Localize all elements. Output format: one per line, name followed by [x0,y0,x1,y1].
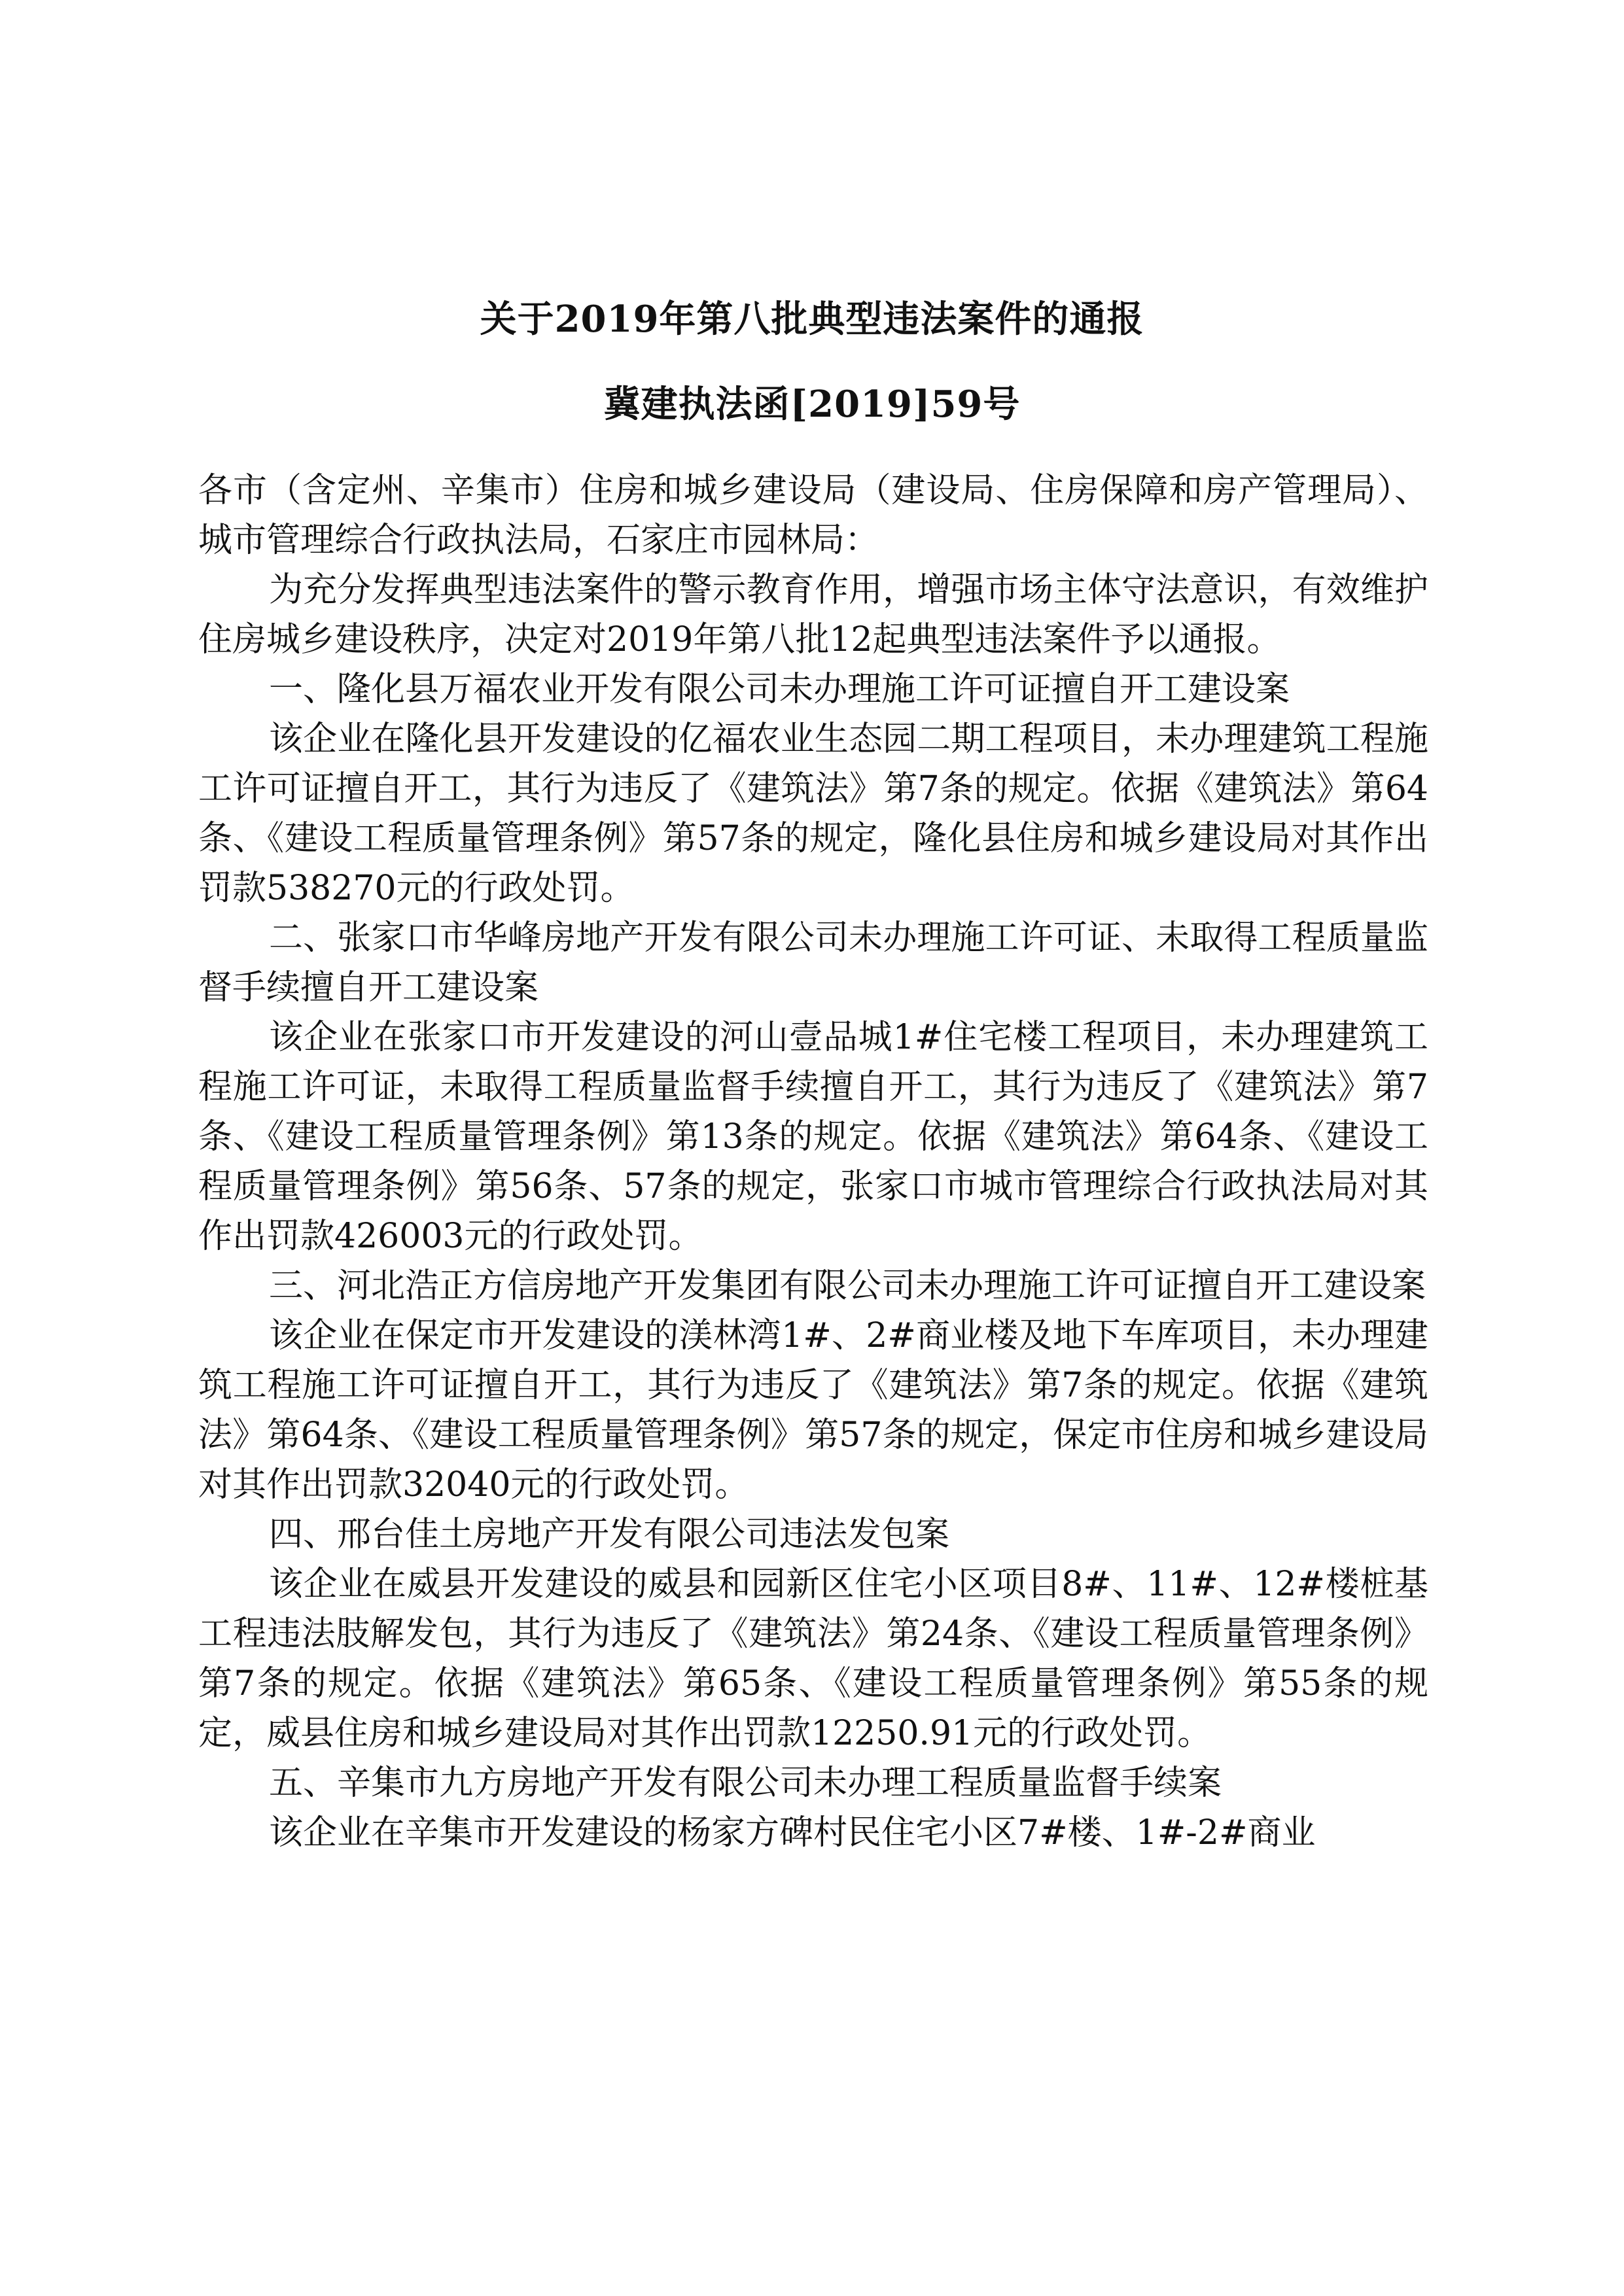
case-5-heading: 五、辛集市九方房地产开发有限公司未办理工程质量监督手续案 [269,1764,1222,1803]
case-5-body: 该企业在辛集市开发建设的杨家方碑村民住宅小区7#楼、1#-2#商业 [269,1813,1316,1852]
document-body [198,466,1428,1858]
case-2-heading: 二、张家口市华峰房地产开发有限公司未办理施工许可证、未取得工程质量监督手续擅自开工建设案 [198,918,1428,1007]
case-3-body: 该企业在保定市开发建设的渼林湾1#、2#商业楼及地下车库项目，未办理建筑工程施工许可证擅自开工，其行为违反了《建筑法》第7条的规定。依据《建筑法》第64条、《建设工程质量管理条例》第57条的规定，保定市住房和城乡建设局对其作出罚款32040元的行政处罚。 [198,1316,1428,1505]
case-3-heading: 三、河北浩正方信房地产开发集团有限公司未办理施工许可证擅自开工建设案 [269,1266,1426,1306]
case-1-heading: 一、隆化县万福农业开发有限公司未办理施工许可证擅自开工建设案 [269,670,1290,709]
addressee-paragraph: 各市（含定州、辛集市）住房和城乡建设局（建设局、住房保障和房产管理局）、城市管理综合行政执法局，石家庄市园林局： [198,471,1428,560]
case-1-body: 该企业在隆化县开发建设的亿福农业生态园二期工程项目，未办理建筑工程施工许可证擅自开工，其行为违反了《建筑法》第7条的规定。依据《建筑法》第64条、《建设工程质量管理条例》第57条的规定，隆化县住房和城乡建设局对其作出罚款538270元的行政处罚。 [198,720,1428,908]
intro-paragraph: 为充分发挥典型违法案件的警示教育作用，增强市场主体守法意识，有效维护住房城乡建设秩序，决定对2019年第八批12起典型违法案件予以通报。 [198,570,1428,659]
case-4-body: 该企业在威县开发建设的威县和园新区住宅小区项目8#、11#、12#楼桩基工程违法肢解发包，其行为违反了《建筑法》第24条、《建设工程质量管理条例》第7条的规定。依据《建筑法》第65条、《建设工程质量管理条例》第55条的规定，威县住房和城乡建设局对其作出罚款12250.91元的行政处罚。 [198,1565,1428,1753]
document-number: 冀建执法函[2019]59号 [603,383,1021,426]
document-title: 关于2019年第八批典型违法案件的通报 [480,298,1144,341]
case-4-heading: 四、邢台佳土房地产开发有限公司违法发包案 [269,1515,950,1554]
case-2-body: 该企业在张家口市开发建设的河山壹品城1#住宅楼工程项目，未办理建筑工程施工许可证，未取得工程质量监督手续擅自开工，其行为违反了《建筑法》第7条、《建设工程质量管理条例》第13条的规定。依据《建筑法》第64条、《建设工程质量管理条例》第56条、57条的规定，张家口市城市管理综合行政执法局对其作出罚款426003元的行政处罚。 [198,1018,1428,1256]
